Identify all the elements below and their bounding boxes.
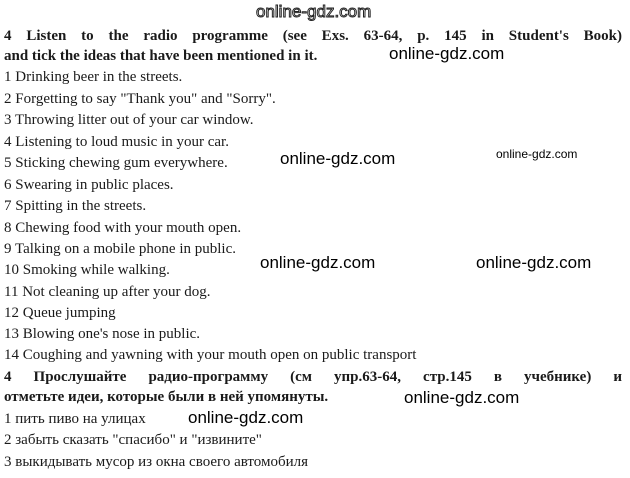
list-item-ru-3: 3 выкидывать мусор из окна своего автомобиля [4,454,309,470]
watermark-4: online-gdz.com [260,253,376,272]
list-item-en-1: 1 Drinking beer in the streets. [4,69,183,85]
exercise-heading-ru-line2: отметьте идеи, которые были в ней упомянуты. [4,389,329,405]
watermark-7: online-gdz.com [188,408,304,427]
list-item-en-12: 12 Queue jumping [4,305,116,321]
list-item-en-4: 4 Listening to loud music in your car. [4,134,229,150]
exercise-heading-en-line1: 4 Listen to the radio programme (see Exs. 63-64, p. 145 in Student's Book) [4,28,622,44]
list-item-en-6: 6 Swearing in public places. [4,177,174,193]
watermark-1: online-gdz.com [389,44,505,63]
watermark-top: online-gdz.com [256,2,372,21]
exercise-heading-ru-line1: 4 Прослушайте радио-программу (см упр.63-64, стр.145 в учебнике) и [4,369,622,385]
watermark-2: online-gdz.com [280,149,396,168]
list-item-en-8: 8 Chewing food with your mouth open. [4,220,242,236]
list-item-en-2: 2 Forgetting to say "Thank you" and "Sorry". [4,91,276,107]
list-item-en-7: 7 Spitting in the streets. [4,198,147,214]
list-item-ru-2: 2 забыть сказать "спасибо" и "извините" [4,432,262,448]
list-item-en-10: 10 Smoking while walking. [4,262,170,278]
list-item-en-13: 13 Blowing one's nose in public. [4,326,201,342]
list-item-ru-1: 1 пить пиво на улицах [4,411,146,427]
exercise-heading-en-line2: and tick the ideas that have been mentioned in it. [4,48,318,64]
list-item-en-5: 5 Sticking chewing gum everywhere. [4,155,228,171]
list-item-en-3: 3 Throwing litter out of your car window. [4,112,254,128]
watermark-5: online-gdz.com [476,253,592,272]
watermark-3: online-gdz.com [496,147,578,161]
list-item-en-14: 14 Coughing and yawning with your mouth open on public transport [4,347,417,363]
list-item-en-9: 9 Talking on a mobile phone in public. [4,241,236,257]
watermark-6: online-gdz.com [404,388,520,407]
list-item-en-11: 11 Not cleaning up after your dog. [4,284,211,300]
